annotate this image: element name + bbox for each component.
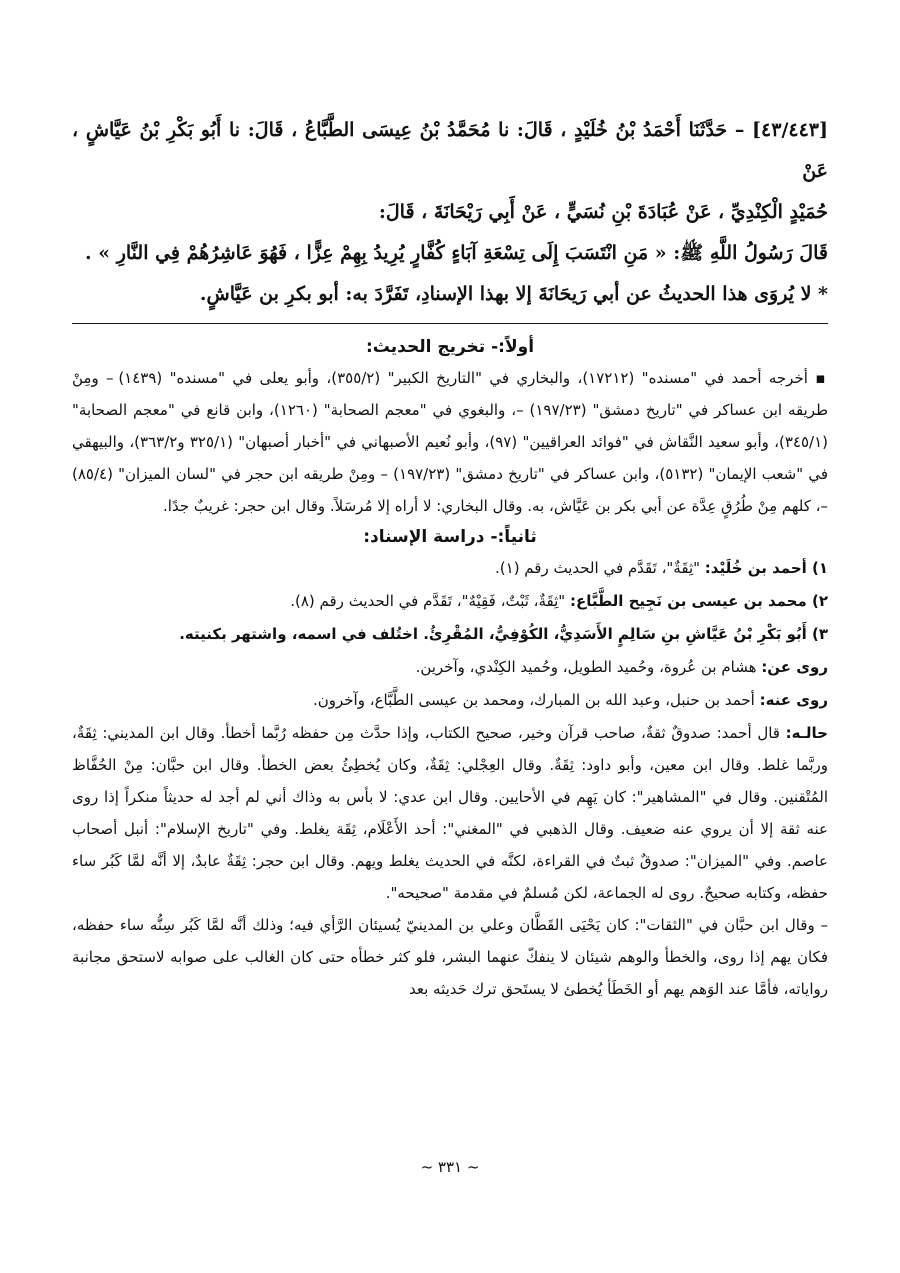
narrator-2-text: "ثِقَةٌ، ثَبْتٌ، فَقِيْهٌ"، تَقَدَّم في الحديث رقم (٨). — [290, 592, 566, 610]
hadith-line-2: حُمَيْدٍ الْكِنْدِيِّ ، عَنْ عُبَادَةَ بْنِ نُسَيٍّ ، عَنْ أَبِي رَيْحَانَةَ ، قَالَ: — [378, 201, 828, 223]
rawa-anhu-label: روى عنه: — [759, 691, 828, 709]
ibn-hibban-note: – وقال ابن حبَّان في "الثقات": كان يَحْيَى القَطَّان وعلي بن المدينيّ يُسيئان الرَّأي فيه؛ وذلك أنَّه لمَّا كَبُر سِنُّه ساء حفظه، فكان يهم إذا روى، والخطأ والوهم شيئان لا ينفكّ عنهما البشر، فلو كثر خطأه حتى كان الغالب على صوابه لاستحق مجانبة رواياته، فأمَّا عند الوَهم يهم أو الخَطَأ يُخطئ لا يستَحق ترك حَديثه بعد — [72, 916, 828, 998]
rawa-an — [72, 651, 828, 684]
rawa-anhu-text: أحمد بن حنبل، وعبد الله بن المبارك، ومحمد بن عيسى الطَّبَّاع، وآخرون. — [312, 691, 755, 709]
haluhu-text: قال أحمد: صدوقٌ ثقةٌ، صاحب قرآن وخير، صحيح الكتاب، وإذا حدَّث مِن حفظه رُبَّما أخطأ. وقال ابن المديني: ثِقَةٌ، وربَّما غلط. وقال ابن معين، وأبو داود: ثِقَةٌ. وقال العِجْلي: ثِقَةٌ، وكان يُخطِئُ بعض الخطأ. وقال ابن حبَّان: مِنْ الحُفَّاظ المُتْقنين. وقال في "المشاهير": كان يَهِم في الأحايين. وقال ابن عدي: لا بأس به وذاك أني لم أجد له حديثاً منكراً إذا روى عنه ثقة إلا أن يروي عنه ضعيف. وقال الذهبي في "المغني": أحد الأَعْلَام، ثِقَة يغلط. وفي "تاريخ الإسلام": أنبل أصحاب عاصم. وفي "الميزان": صدوقٌ ثبتٌ في القراءة، لكنَّه في الحديث يغلط ويهم. وقال ابن حجر: ثِقَةٌ عابدٌ، إلا أنَّه لمَّا كَبُر ساء حفظه، وكتابه صحيحٌ. روى له الجماعة، لكن مُسلمٌ في مقدمة "صحيحه". — [72, 724, 828, 902]
hadith-line-3: قَالَ رَسُولُ اللَّهِ ﷺ: « مَنِ انْتَسَبَ إِلَى تِسْعَةِ آبَاءٍ كُفَّارٍ يُرِيدُ بِهِمْ عِزًّا ، فَهُوَ عَاشِرُهُمْ فِي النَّارِ » . — [84, 242, 828, 264]
narrator-3-name: ٣) أَبُو بَكْرِ بْنُ عَيَّاشِ بنِ سَالِمٍ الأَسَدِيُّ، الكُوْفِيُّ، المُقْرِئُ. اختُلف في اسمه، واشتهر بكنيته. — [179, 625, 828, 643]
section-2-heading: ثانياً:- دراسة الإسناد: — [363, 527, 537, 547]
hadith-line-4: * لا يُروَى هذا الحديثُ عن أبي رَيحَانَةَ إلا بهذا الإسنادِ، تَفَرَّدَ به: أبو بكرِ بن عَيَّاشٍ. — [199, 283, 828, 305]
takhrij-paragraph: ▪ أخرجه أحمد في "مسنده" (١٧٢١٢)، والبخاري في "التاريخ الكبير" (٣٥٥/٢)، وأبو يعلى في "مسنده" (١٤٣٩) – ومِنْ طريقه ابن عساكر في "تاريخ دمشق" (١٩٧/٢٣) –، والبغوي في "معجم الصحابة" (١٢٦٠)، وابن قانع في "معجم الصحابة" (٣٤٥/١)، وأبو سعيد النَّقاش في "فوائد العراقيين" (٩٧)، وأبو نُعيم الأصبهاني في "أخبار أصبهان" (٣٢٥/١ و٣٦٣/٢)، والبيهقي في "شعب الإيمان" (٥١٣٢)، وابن عساكر في "تاريخ دمشق" (١٩٧/٢٣) – ومِنْ طريقه ابن حجر في "لسان الميزان" (٨٥/٤) –، كلهم مِنْ طُرُقٍ عِدَّة عن أبي بكر بن عَيَّاش، به. وقال البخاري: لا أراه إلا مُرسَلاً. وقال ابن حجر: غريبٌ جدًا. — [72, 369, 829, 515]
section-1-heading: أولاً:- تخريج الحديث: — [365, 337, 535, 357]
page-number: ~ ٣٣١ ~ — [420, 1158, 480, 1176]
hadith-block — [72, 110, 828, 315]
narrator-1-text: "ثِقَةٌ"، تَقَدَّم في الحديث رقم (١). — [495, 559, 701, 577]
narrator-1-name: ١) أحمد بن خُلَيْد: — [704, 559, 828, 577]
divider-line — [72, 323, 828, 324]
narrator-2 — [72, 585, 828, 618]
narrator-3 — [72, 618, 828, 651]
haluhu-label: حالـه: — [785, 724, 828, 742]
hadith-line-1: [٤٣/٤٤٣] – حَدَّثَنَا أَحْمَدُ بْنُ خُلَيْدٍ ، قَالَ: نا مُحَمَّدُ بْنُ عِيسَى الطَّبَّاعُ ، قَالَ: نا أَبُو بَكْرِ بْنُ عَيَّاشٍ ، عَنْ — [72, 119, 828, 182]
page-body — [72, 110, 828, 1005]
rawa-an-text: هشام بن عُروة، وحُميد الطويل، وحُميد الكِنْدي، وآخرين. — [415, 658, 757, 676]
rawa-an-label: روى عن: — [761, 658, 828, 676]
haluhu-paragraph — [72, 717, 828, 909]
narrator-2-name: ٢) محمد بن عيسى بن نَجِيح الطَّبَّاع: — [570, 592, 828, 610]
rawa-anhu — [72, 684, 828, 717]
narrator-1 — [72, 552, 828, 585]
